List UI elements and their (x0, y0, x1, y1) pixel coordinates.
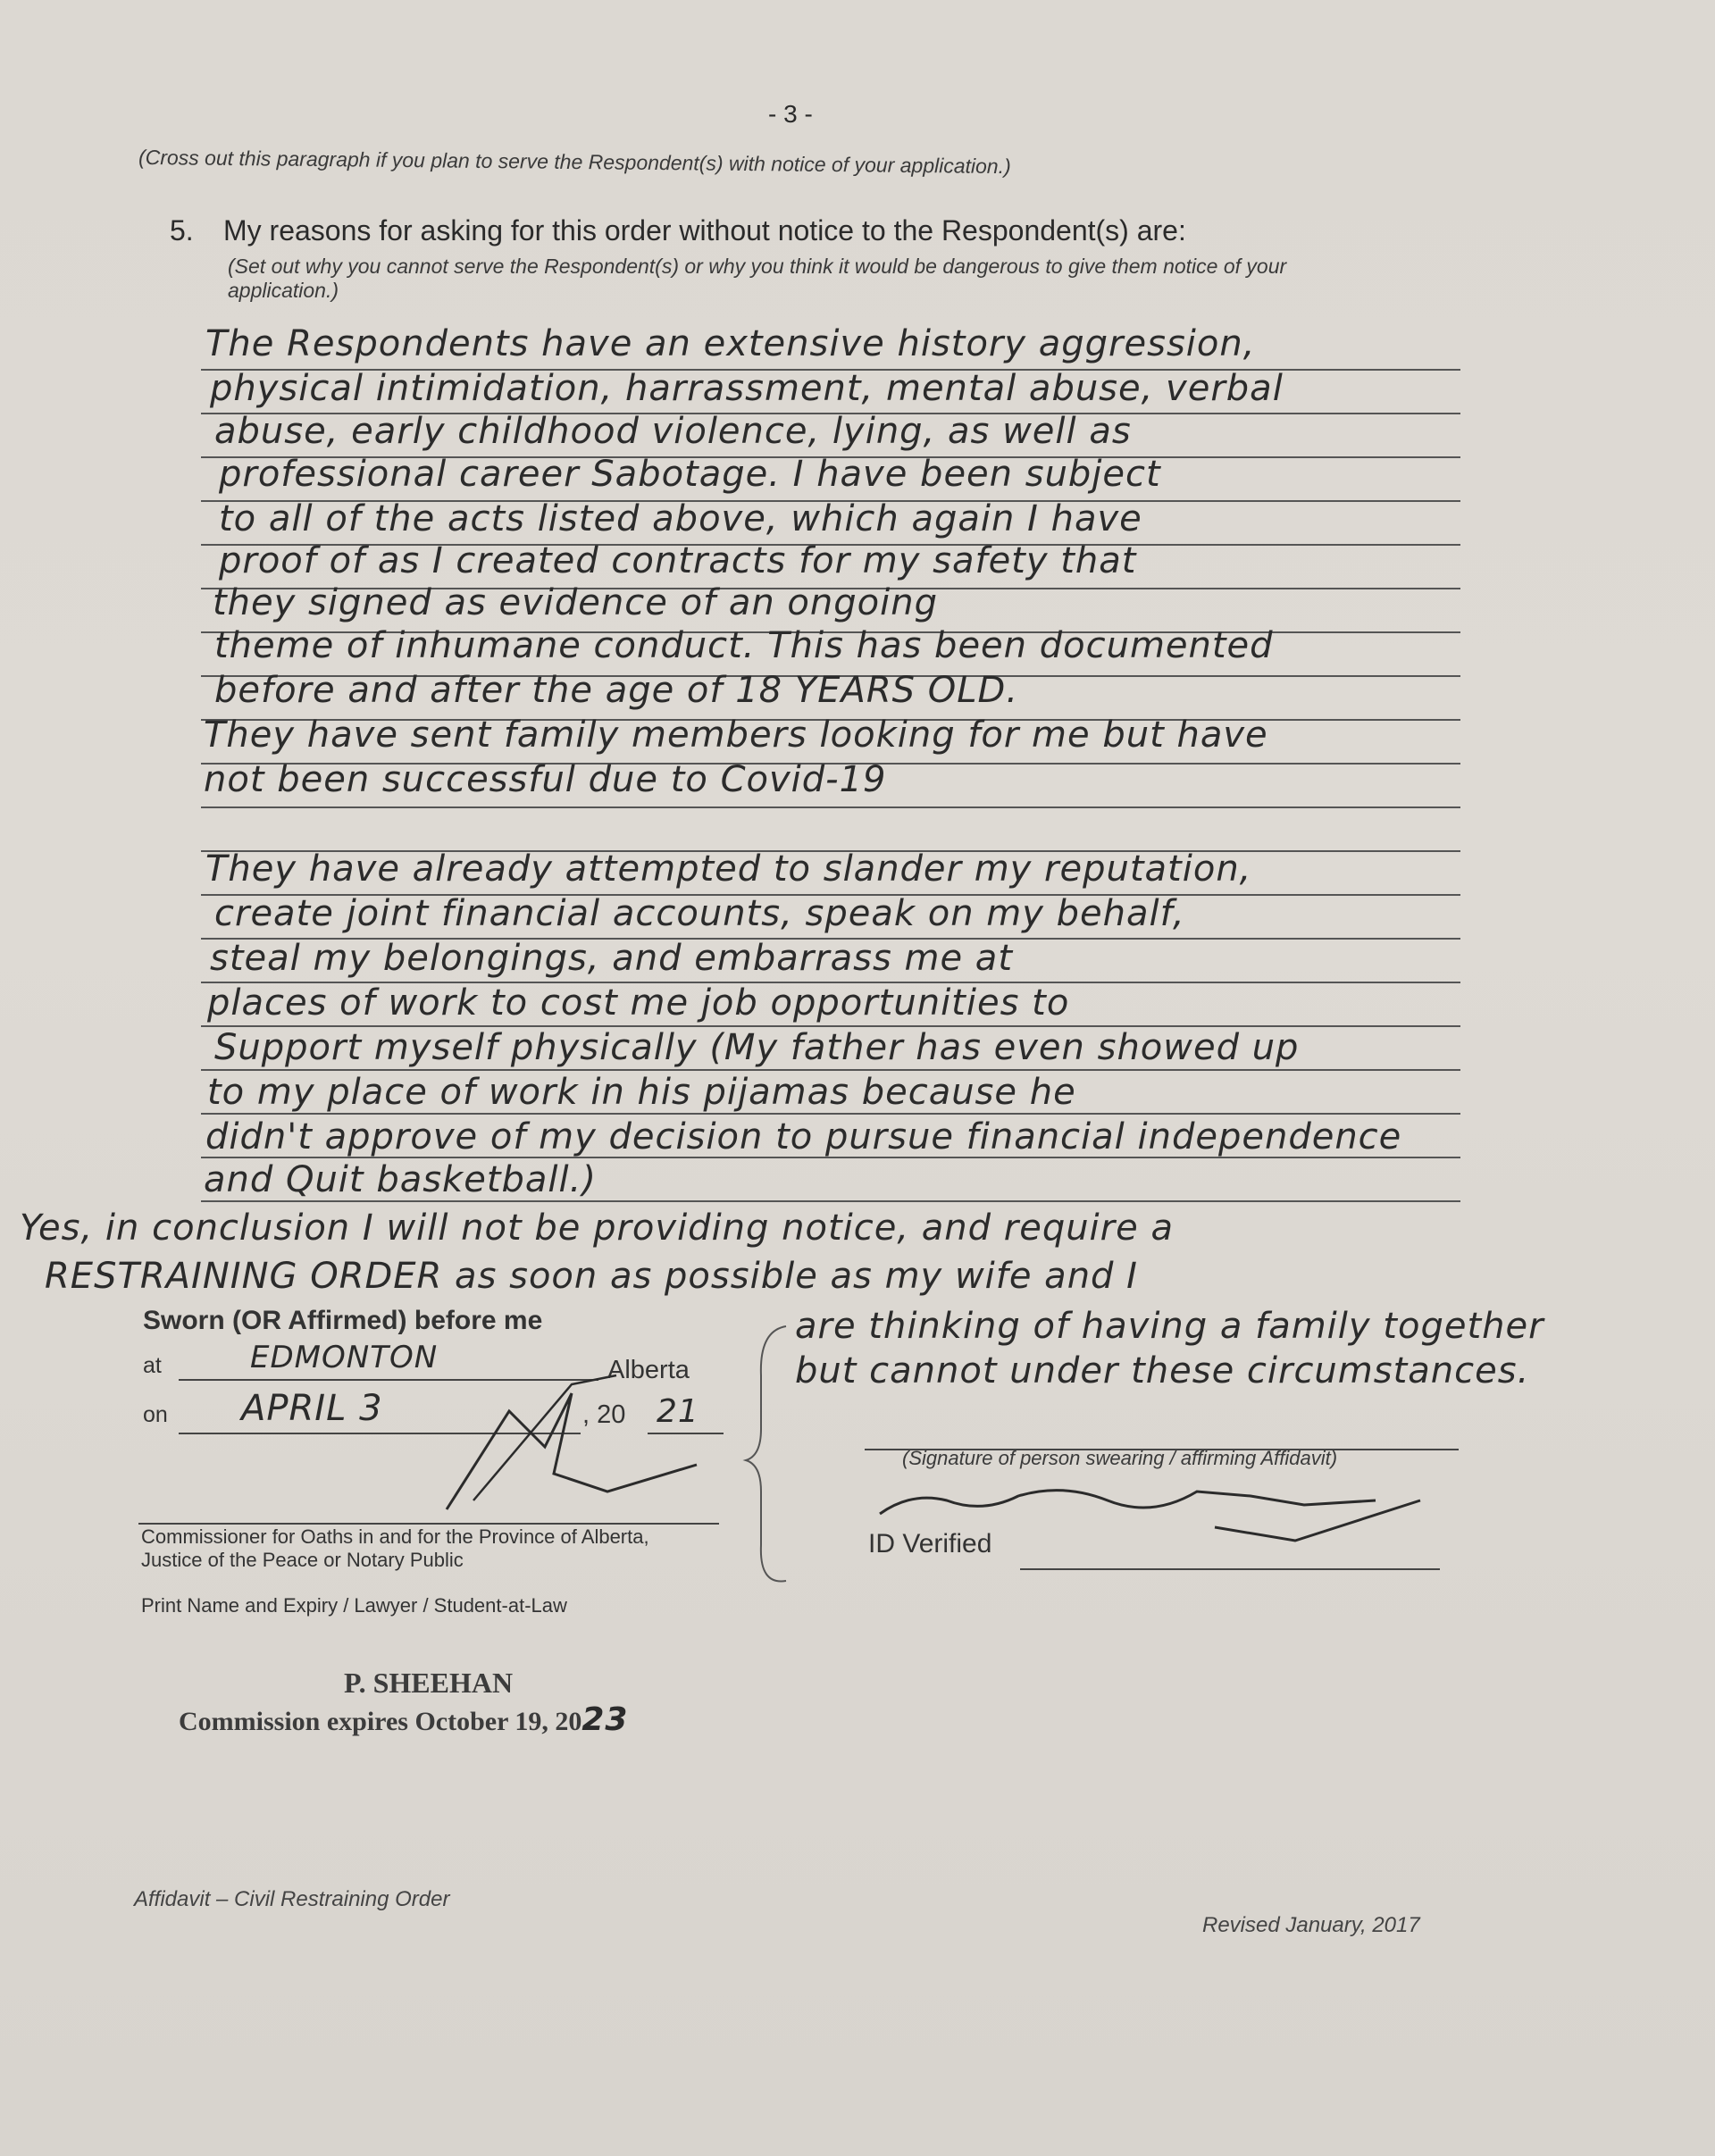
ruled-line (201, 806, 1460, 808)
handwritten-line: Support myself physically (My father has even showed up (214, 1027, 1300, 1068)
commissioner-signature (339, 1358, 715, 1518)
handwritten-line: They have already attempted to slander my reputation, (205, 848, 1252, 890)
footer-right: Revised January, 2017 (1202, 1913, 1420, 1937)
handwritten-line: create joint financial accounts, speak on my behalf, (214, 893, 1185, 934)
stamp-expires-year: 23 (581, 1701, 629, 1738)
handwritten-line: not been successful due to Covid-19 (204, 759, 887, 800)
instruction-line-2: application.) (228, 279, 339, 302)
id-verified-label: ID Verified (868, 1529, 992, 1559)
ruled-line (201, 1069, 1460, 1071)
handwritten-line: and Quit basketball.) (204, 1159, 597, 1200)
signature-caption: (Signature of person swearing / affirming Affidavit) (902, 1447, 1338, 1469)
ruled-line (201, 1113, 1460, 1115)
brace-glyph (741, 1322, 795, 1590)
id-verified-line (1020, 1568, 1440, 1570)
on-value: APRIL 3 (241, 1388, 383, 1429)
at-value: EDMONTON (250, 1340, 439, 1375)
handwritten-line: physical intimidation, harrassment, mental abuse, verbal (210, 368, 1284, 409)
commissioner-line-2: Justice of the Peace or Notary Public (141, 1549, 464, 1571)
handwritten-line: The Respondents have an extensive history aggression, (205, 323, 1256, 364)
handwritten-line: are thinking of having a family together (795, 1306, 1544, 1347)
handwritten-line: Yes, in conclusion I will not be providing notice, and require a (20, 1208, 1174, 1249)
year-prefix: , 20 (582, 1400, 626, 1429)
sworn-heading: Sworn (OR Affirmed) before me (143, 1306, 543, 1335)
handwritten-line: proof of as I created contracts for my safety that (219, 540, 1137, 581)
item-number: 5. (170, 214, 194, 247)
at-label: at (143, 1353, 162, 1378)
commissioner-line (138, 1523, 719, 1525)
year-suffix: 21 (657, 1393, 699, 1430)
handwritten-line: didn't approve of my decision to pursue financial independence (205, 1116, 1402, 1157)
handwritten-line: abuse, early childhood violence, lying, as well as (214, 411, 1132, 452)
handwritten-line: professional career Sabotage. I have been subject (219, 454, 1161, 495)
stamp-expires-text: Commission expires October 19, 20 (179, 1707, 582, 1736)
on-label: on (143, 1402, 168, 1427)
handwritten-line: to all of the acts listed above, which again I have (219, 498, 1142, 539)
stamp-name: P. SHEEHAN (344, 1667, 514, 1699)
handwritten-line: to my place of work in his pijamas because he (207, 1072, 1076, 1113)
handwritten-line: theme of inhumane conduct. This has been documented (214, 625, 1274, 666)
handwritten-line: places of work to cost me job opportunities to (207, 982, 1070, 1024)
handwritten-line: they signed as evidence of an ongoing (213, 582, 938, 623)
handwritten-line: before and after the age of 18 YEARS OLD. (214, 670, 1019, 711)
print-name-label: Print Name and Expiry / Lawyer / Student-at-Law (141, 1594, 567, 1617)
ruled-line (201, 1200, 1460, 1202)
cross-out-note: (Cross out this paragraph if you plan to serve the Respondent(s) with notice of your application.) (138, 145, 1011, 179)
handwritten-line: but cannot under these circumstances. (795, 1350, 1530, 1391)
item-text: My reasons for asking for this order without notice to the Respondent(s) are: (223, 214, 1186, 247)
commissioner-line-1: Commissioner for Oaths in and for the Province of Alberta, (141, 1525, 649, 1548)
instruction-line-1: (Set out why you cannot serve the Respondent(s) or why you think it would be dangerous to give them notice of your (228, 255, 1287, 278)
province-label: Alberta (607, 1356, 690, 1384)
stamp-expires (179, 1701, 628, 1738)
handwritten-line: steal my belongings, and embarrass me at (210, 938, 1014, 979)
footer-left: Affidavit – Civil Restraining Order (134, 1887, 450, 1911)
item-5 (170, 214, 1186, 247)
page-number: - 3 - (768, 100, 813, 128)
handwritten-line: RESTRAINING ORDER as soon as possible as my wife and I (45, 1256, 1138, 1297)
handwritten-line: They have sent family members looking for me but have (204, 714, 1268, 756)
